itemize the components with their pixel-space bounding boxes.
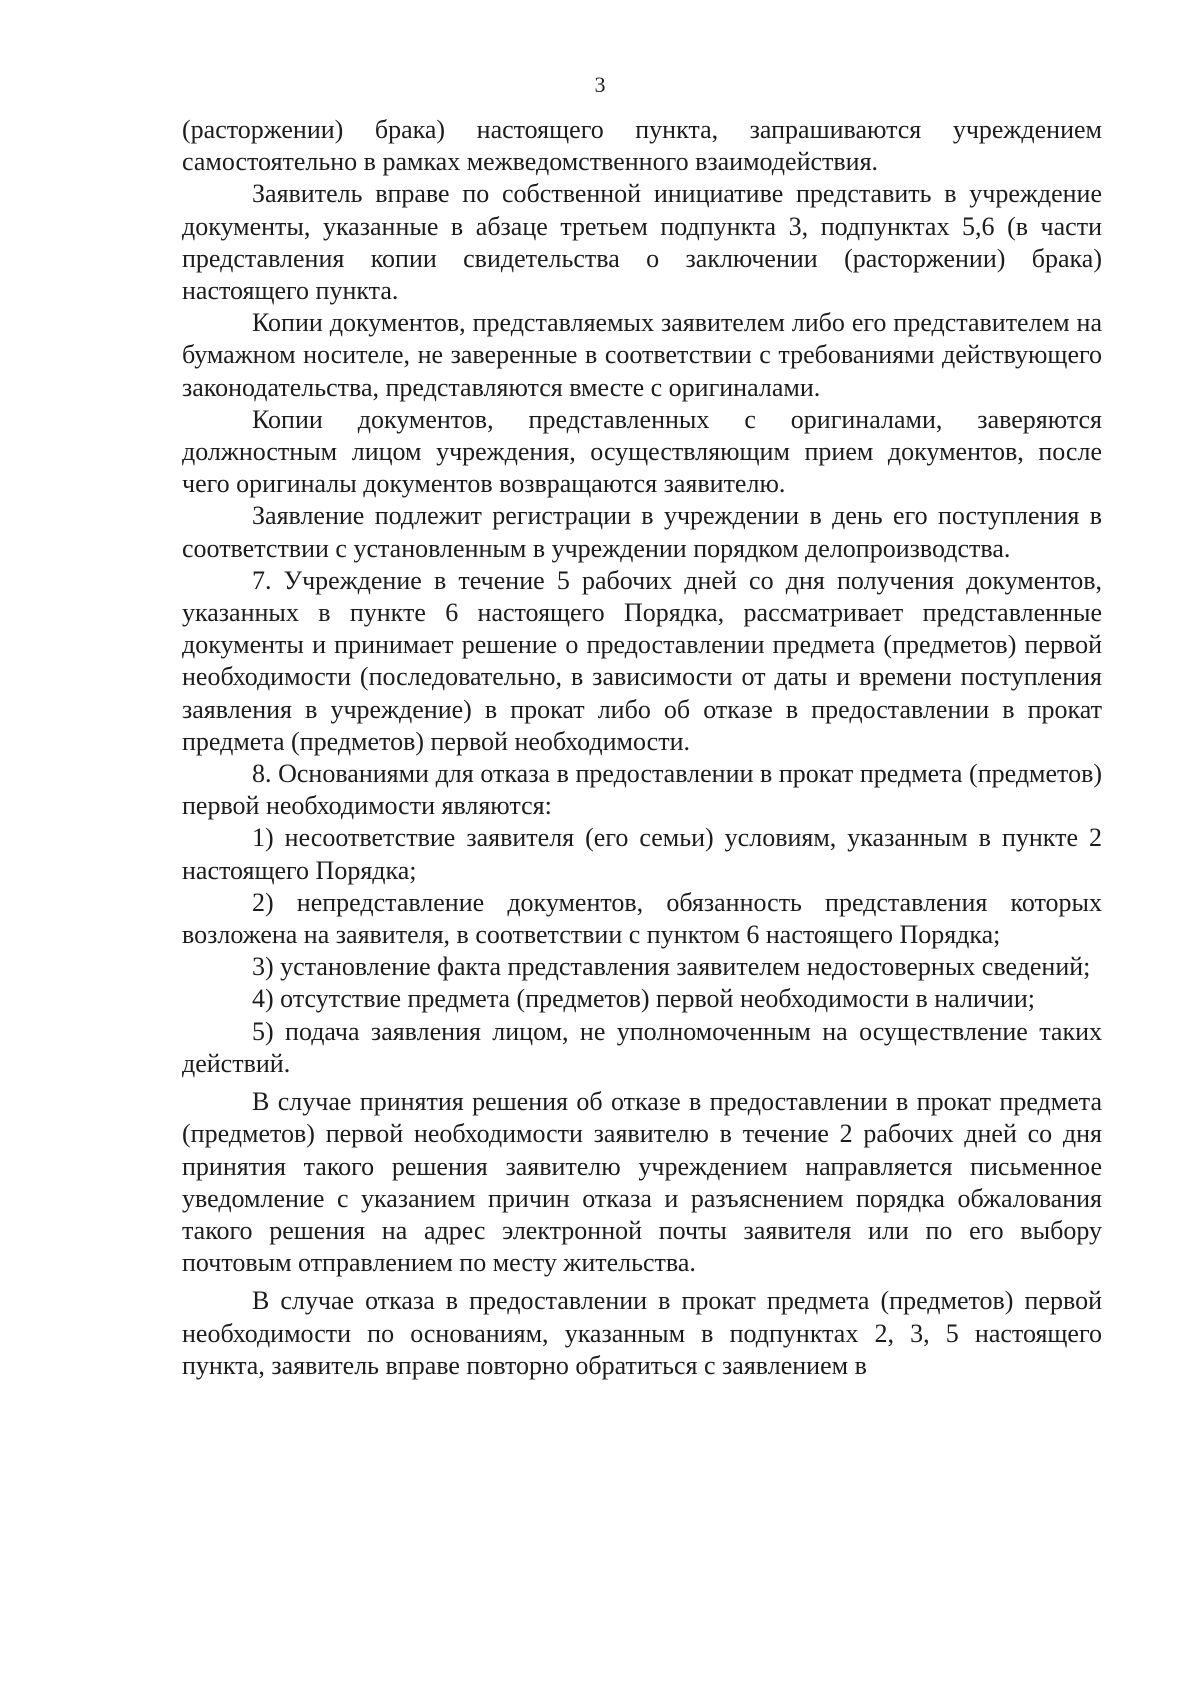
list-item-1: 1) несоответствие заявителя (его семьи) условиям, указанным в пункте 2 настоящего Порядка; <box>182 823 1102 885</box>
page-number: 3 <box>594 72 606 97</box>
paragraph-applicant-right: Заявитель вправе по собственной инициативе представить в учреждение документы, указанные в абзаце третьем подпункта 3, подпунктах 5,6 (в части представления копии свидетельства о заключении (расторжении) брака) настоящего пункта. <box>182 179 1102 306</box>
list-item-4: 4) отсутствие предмета (предметов) первой необходимости в наличии; <box>252 984 1035 1014</box>
paragraph-item-8: 8. Основаниями для отказа в предоставлении в прокат предмета (предметов) первой необходимости являются: <box>182 759 1102 821</box>
paragraph-item-7: 7. Учреждение в течение 5 рабочих дней со дня получения документов, указанных в пункте 6 настоящего Порядка, рассматривает представленные документы и принимает решение о предоставлении предмета (предметов) первой необходимости (последовательно, в зависимости от даты и времени поступления заявления в учреждение) в прокат либо об отказе в предоставлении в прокат предмета (предметов) первой необходимости. <box>182 565 1102 756</box>
paragraph-copies-certified: Копии документов, представленных с оригиналами, заверяются должностным лицом учреждения, осуществляющим прием документов, после чего оригиналы документов возвращаются заявителю. <box>182 404 1102 499</box>
paragraph-copies-submitted: Копии документов, представляемых заявителем либо его представителем на бумажном носителе, не заверенные в соответствии с требованиями действующего законодательства, представляются вместе с оригиналами. <box>182 308 1102 402</box>
paragraph-repeat-application: В случае отказа в предоставлении в прокат предмета (предметов) первой необходимости по основаниям, указанным в подпунктах 2, 3, 5 настоящего пункта, заявитель вправе повторно обратиться с заявлением в <box>182 1286 1102 1380</box>
list-item-3: 3) установление факта представления заявителем недостоверных сведений; <box>252 952 1091 982</box>
paragraph-continuation: (расторжении) брака) настоящего пункта, запрашиваются учреждением самостоятельно в рамках межведомственного взаимодействия. <box>182 115 1102 177</box>
list-item-5: 5) подача заявления лицом, не уполномоченным на осуществление таких действий. <box>182 1016 1102 1078</box>
paragraph-refusal-notice: В случае принятия решения об отказе в предоставлении в прокат предмета (предметов) первой необходимости заявителю в течение 2 рабочих дней со дня принятия такого решения заявителю учреждением направляется письменное уведомление с указанием причин отказа и разъяснением порядка обжалования такого решения на адрес электронной почты заявителя или по его выбору почтовым отправлением по месту жительства. <box>182 1087 1102 1278</box>
paragraph-registration: Заявление подлежит регистрации в учреждении в день его поступления в соответствии с установленным в учреждении порядком делопроизводства. <box>182 501 1102 563</box>
document-body <box>182 114 1102 1382</box>
list-item-2: 2) непредставление документов, обязанность представления которых возложена на заявителя, в соответствии с пунктом 6 настоящего Порядка; <box>182 887 1102 950</box>
